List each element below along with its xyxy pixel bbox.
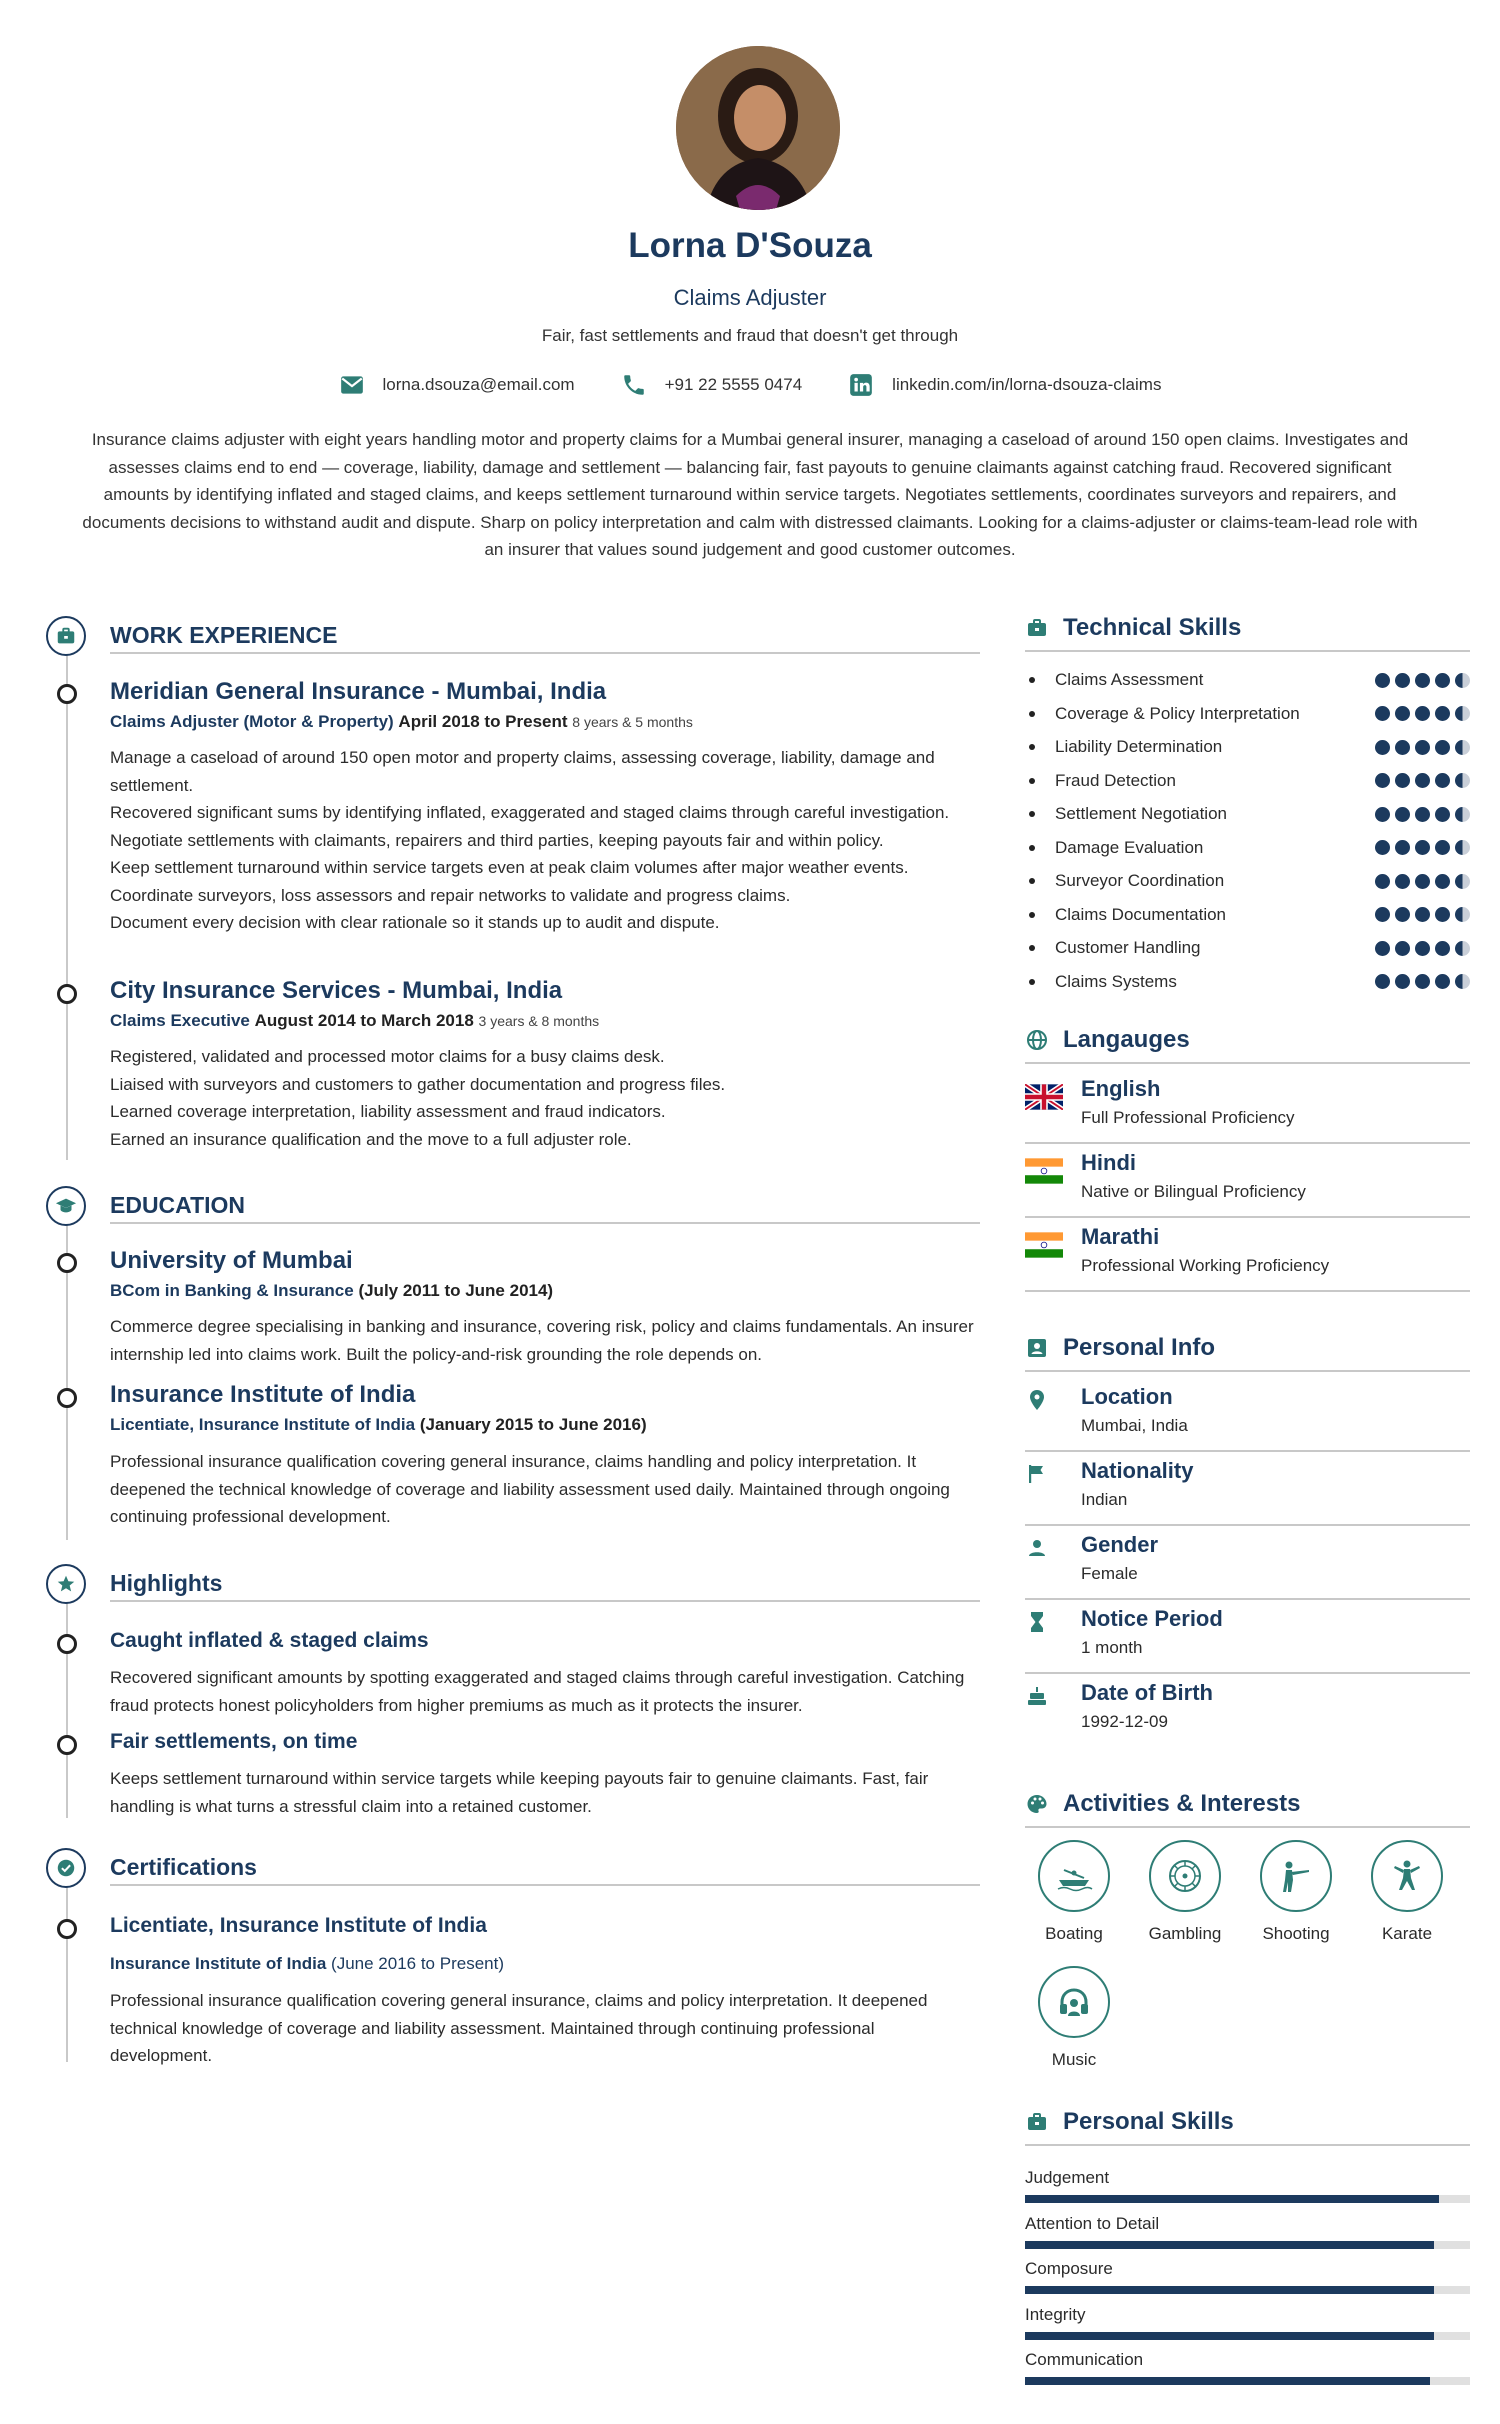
activity-item xyxy=(1019,1966,1129,2070)
info-label: Notice Period xyxy=(1081,1606,1223,1631)
rating-dot xyxy=(1415,941,1430,956)
rating-dot xyxy=(1375,874,1390,889)
list-item: Coordinate surveyors, loss assessors and repair networks to validate and progress claims. xyxy=(110,885,791,905)
email-text: lorna.dsouza@email.com xyxy=(382,375,575,394)
skill-rating xyxy=(1375,974,1470,989)
education-section-icon xyxy=(46,1186,86,1226)
language-rule xyxy=(1025,1216,1470,1218)
bullet-icon xyxy=(1029,778,1035,784)
language-rule xyxy=(1025,1142,1470,1144)
rating-dot xyxy=(1455,974,1470,989)
rating-dot xyxy=(1375,807,1390,822)
timeline-line xyxy=(66,1588,68,1818)
job-subtitle xyxy=(110,712,693,732)
certifications-heading: Certifications xyxy=(110,1854,257,1880)
candidate-name: Lorna D'Souza xyxy=(628,226,872,265)
rating-dot xyxy=(1455,673,1470,688)
bullet-icon xyxy=(1029,711,1035,717)
rating-dot xyxy=(1455,740,1470,755)
work-heading: WORK EXPERIENCE xyxy=(110,622,338,648)
skill-row xyxy=(1025,702,1470,726)
personal-skill-label: Attention to Detail xyxy=(1025,2213,1160,2233)
rating-dot xyxy=(1395,941,1410,956)
hourglass-icon xyxy=(1025,1610,1049,1634)
bullet-icon xyxy=(1029,845,1035,851)
skill-rating xyxy=(1375,706,1470,721)
rating-dot xyxy=(1375,974,1390,989)
education-degree: Licentiate, Insurance Institute of India xyxy=(110,1415,416,1434)
personal-skill-label: Judgement xyxy=(1025,2168,1110,2187)
rating-dot xyxy=(1415,874,1430,889)
timeline-dot xyxy=(57,1735,77,1755)
list-item: Document every decision with clear rationale so it stands up to audit and dispute. xyxy=(110,913,720,932)
skill-name: Claims Documentation xyxy=(1055,904,1227,924)
info-label: Date of Birth xyxy=(1081,1680,1213,1705)
rating-dot xyxy=(1455,907,1470,922)
personal-skill-label: Composure xyxy=(1025,2259,1113,2278)
contact-email[interactable] xyxy=(339,372,575,398)
skill-rating xyxy=(1375,740,1470,755)
activity-label: Shooting xyxy=(1262,1924,1330,1943)
education-school: Insurance Institute of India xyxy=(110,1381,416,1408)
skill-name: Surveyor Coordination xyxy=(1055,871,1225,890)
highlight-description: Recovered significant amounts by spotting exaggerated and staged claims through careful investigation. Catching fraud protects honest policyholders from higher premiums as much as it protects the insurer. xyxy=(110,1668,965,1715)
skill-rating xyxy=(1375,673,1470,688)
skill-bar-fill xyxy=(1025,2377,1430,2385)
rating-dot xyxy=(1375,907,1390,922)
rating-dot xyxy=(1435,974,1450,989)
personal-skill-label: Communication xyxy=(1025,2350,1144,2369)
info-rule xyxy=(1025,1672,1470,1674)
bullet-icon xyxy=(1029,811,1035,817)
palette-icon xyxy=(1025,1792,1049,1816)
rating-dot xyxy=(1395,840,1410,855)
rating-dot xyxy=(1435,941,1450,956)
rating-dot xyxy=(1435,874,1450,889)
skill-row xyxy=(1025,735,1470,759)
globe-icon xyxy=(1025,1028,1049,1052)
activity-label: Karate xyxy=(1381,1924,1433,1943)
rating-dot xyxy=(1375,673,1390,688)
personal-skill xyxy=(1025,2259,1470,2279)
skill-bar-track xyxy=(1025,2286,1470,2294)
personal-skill xyxy=(1025,2350,1470,2370)
personal-info-heading: Personal Info xyxy=(1063,1334,1216,1361)
language-level: Full Professional Proficiency xyxy=(1081,1108,1295,1127)
education-degree: BCom in Banking & Insurance xyxy=(110,1281,354,1300)
phone-icon xyxy=(621,372,647,398)
technical-skills-header xyxy=(1025,614,1241,642)
contact-linkedin[interactable] xyxy=(848,372,1161,398)
skill-bar-track xyxy=(1025,2377,1470,2385)
certification-title: Licentiate, Insurance Institute of India xyxy=(110,1914,487,1937)
rating-dot xyxy=(1435,840,1450,855)
language-name: Marathi xyxy=(1081,1224,1160,1249)
personal-skills-header xyxy=(1025,2108,1234,2136)
rating-dot xyxy=(1375,706,1390,721)
rating-dot xyxy=(1375,740,1390,755)
india-flag-icon xyxy=(1025,1232,1063,1258)
language-level: Native or Bilingual Proficiency xyxy=(1081,1182,1306,1201)
language-name: English xyxy=(1081,1076,1161,1101)
linkedin-icon xyxy=(848,372,874,398)
skill-row xyxy=(1025,970,1470,994)
rating-dot xyxy=(1455,773,1470,788)
bullet-icon xyxy=(1029,677,1035,683)
job-duration: 3 years & 8 months xyxy=(478,1013,600,1029)
education-dates: (July 2011 to June 2014) xyxy=(358,1281,554,1300)
personal-info-rule xyxy=(1025,1370,1470,1372)
rating-dot xyxy=(1395,974,1410,989)
activity-item xyxy=(1019,1840,1129,1944)
job-dates: April 2018 to Present xyxy=(398,712,568,731)
rating-dot xyxy=(1415,706,1430,721)
highlights-heading: Highlights xyxy=(110,1570,223,1596)
skill-name: Coverage & Policy Interpretation xyxy=(1055,703,1300,723)
info-rule xyxy=(1025,1450,1470,1452)
skill-bar-track xyxy=(1025,2332,1470,2340)
info-label: Gender xyxy=(1081,1532,1159,1557)
rating-dot xyxy=(1455,840,1470,855)
info-rule xyxy=(1025,1524,1470,1526)
activities-rule xyxy=(1025,1826,1470,1828)
tagline: Fair, fast settlements and fraud that doesn't get through xyxy=(541,326,959,345)
work-rule xyxy=(110,652,980,654)
boat-icon xyxy=(1054,1856,1094,1896)
email-icon xyxy=(339,372,365,398)
activities-header xyxy=(1025,1790,1300,1818)
job-dates: August 2014 to March 2018 xyxy=(254,1011,474,1030)
skill-rating xyxy=(1375,874,1470,889)
work-section-icon xyxy=(46,616,86,656)
rating-dot xyxy=(1455,941,1470,956)
skill-name: Damage Evaluation xyxy=(1055,837,1204,857)
rating-dot xyxy=(1435,773,1450,788)
bullet-icon xyxy=(1029,878,1035,884)
rating-dot xyxy=(1435,740,1450,755)
id-card-icon xyxy=(1025,1336,1049,1360)
skill-name: Settlement Negotiation xyxy=(1055,804,1227,823)
languages-heading: Langauges xyxy=(1063,1026,1190,1053)
education-subtitle xyxy=(110,1281,553,1301)
info-rule xyxy=(1025,1598,1470,1600)
education-dates: (January 2015 to June 2016) xyxy=(419,1415,647,1434)
languages-header xyxy=(1025,1026,1190,1054)
candidate-role: Claims Adjuster xyxy=(673,285,827,310)
rating-dot xyxy=(1395,807,1410,822)
technical-skills-rule xyxy=(1025,650,1470,652)
activity-item xyxy=(1352,1840,1462,1944)
personal-skill xyxy=(1025,2168,1470,2188)
rating-dot xyxy=(1395,773,1410,788)
flag-icon xyxy=(1025,1462,1049,1486)
activity-label: Gambling xyxy=(1148,1924,1222,1943)
timeline-line xyxy=(66,640,68,1160)
star-icon xyxy=(55,1573,77,1595)
list-item: Manage a caseload of around 150 open motor and property claims, assessing coverage, liability, damage and settlement. xyxy=(110,748,935,795)
list-item: Registered, validated and processed motor claims for a busy claims desk. xyxy=(110,1047,665,1066)
certifications-section-icon xyxy=(46,1848,86,1888)
education-heading: EDUCATION xyxy=(110,1192,246,1218)
highlight-title: Caught inflated & staged claims xyxy=(110,1629,429,1652)
list-item: Negotiate settlements with claimants, repairers and third parties, keeping payouts fair and within policy. xyxy=(110,830,884,850)
list-item: Learned coverage interpretation, liability assessment and fraud indicators. xyxy=(110,1102,666,1121)
person-icon xyxy=(1025,1536,1049,1560)
language-level: Professional Working Proficiency xyxy=(1081,1256,1330,1275)
rating-dot xyxy=(1455,874,1470,889)
timeline-dot xyxy=(57,1919,77,1939)
briefcase-icon xyxy=(55,625,77,647)
activity-label: Music xyxy=(1051,2050,1097,2069)
skill-name: Liability Determination xyxy=(1055,737,1223,756)
graduation-cap-icon xyxy=(55,1195,77,1217)
education-subtitle xyxy=(110,1415,647,1435)
contact-phone[interactable] xyxy=(621,372,803,398)
skill-row xyxy=(1025,836,1470,860)
rating-dot xyxy=(1415,673,1430,688)
certification-issuer: Insurance Institute of India xyxy=(110,1954,327,1973)
skill-name: Customer Handling xyxy=(1055,938,1201,957)
rating-dot xyxy=(1435,807,1450,822)
language-rule xyxy=(1025,1290,1470,1292)
skill-bar-track xyxy=(1025,2195,1470,2203)
info-value: 1 month xyxy=(1081,1638,1143,1657)
rating-dot xyxy=(1375,773,1390,788)
job-bullets xyxy=(110,1043,980,1153)
highlight-description: Keeps settlement turnaround within service targets while keeping payouts fair to genuine claimants. Fast, fair handling is what turns a stressful claim into a retained customer. xyxy=(110,1769,929,1816)
bullet-icon xyxy=(1029,979,1035,985)
highlights-section-icon xyxy=(46,1564,86,1604)
uk-flag-icon xyxy=(1025,1084,1063,1110)
list-item: Recovered significant sums by identifying inflated, exaggerated and staged claims through careful investigation. xyxy=(110,803,950,822)
rating-dot xyxy=(1415,740,1430,755)
personal-skills-heading: Personal Skills xyxy=(1063,2108,1234,2135)
rating-dot xyxy=(1415,807,1430,822)
certification-description: Professional insurance qualification covering general insurance, claims and policy interpretation. It deepened technical knowledge of coverage and liability assessment. Maintained through continuing professional development. xyxy=(110,1991,928,2065)
education-school: University of Mumbai xyxy=(110,1247,353,1274)
skill-rating xyxy=(1375,807,1470,822)
skill-row xyxy=(1025,903,1470,927)
briefcase-icon xyxy=(1025,2110,1049,2134)
rating-dot xyxy=(1395,740,1410,755)
rating-dot xyxy=(1375,941,1390,956)
language-name: Hindi xyxy=(1081,1150,1136,1175)
timeline-dot xyxy=(57,1388,77,1408)
rating-dot xyxy=(1415,840,1430,855)
languages-rule xyxy=(1025,1062,1470,1064)
bullet-icon xyxy=(1029,945,1035,951)
location-pin-icon xyxy=(1025,1388,1049,1412)
badge-check-icon xyxy=(55,1857,77,1879)
rating-dot xyxy=(1455,706,1470,721)
timeline-dot xyxy=(57,984,77,1004)
activity-label: Boating xyxy=(1045,1924,1103,1943)
rating-dot xyxy=(1435,673,1450,688)
list-item: Keep settlement turnaround within service targets even at peak claim volumes after major weather events. xyxy=(110,858,909,877)
personal-skills-rule xyxy=(1025,2144,1470,2146)
skill-bar-fill xyxy=(1025,2195,1439,2203)
education-description: Professional insurance qualification covering general insurance, claims handling and policy interpretation. It deepened the technical knowledge of coverage and liability assessment used daily. Maintained through ongoing continuing professional development. xyxy=(110,1452,950,1526)
list-item: Earned an insurance qualification and the move to a full adjuster role. xyxy=(110,1129,632,1149)
skill-row xyxy=(1025,869,1470,893)
info-label: Location xyxy=(1081,1384,1173,1409)
rating-dot xyxy=(1415,773,1430,788)
skill-bar-fill xyxy=(1025,2241,1434,2249)
activity-item xyxy=(1130,1840,1240,1944)
skill-rating xyxy=(1375,773,1470,788)
skill-row xyxy=(1025,802,1470,826)
linkedin-text: linkedin.com/in/lorna-dsouza-claims xyxy=(892,375,1162,394)
certifications-rule xyxy=(110,1884,980,1886)
rating-dot xyxy=(1435,907,1450,922)
activities-heading: Activities & Interests xyxy=(1063,1790,1301,1817)
info-value: Female xyxy=(1081,1564,1138,1583)
timeline-dot xyxy=(57,1253,77,1273)
skill-bar-fill xyxy=(1025,2332,1434,2340)
skill-rating xyxy=(1375,941,1470,956)
skill-bar-track xyxy=(1025,2241,1470,2249)
skill-rating xyxy=(1375,907,1470,922)
cake-icon xyxy=(1025,1684,1049,1708)
highlights-rule xyxy=(110,1600,980,1602)
rating-dot xyxy=(1395,706,1410,721)
certification-dates: (June 2016 to Present) xyxy=(331,1954,504,1973)
contact-bar xyxy=(0,372,1500,398)
headphones-icon xyxy=(1054,1982,1094,2022)
phone-text: +91 22 5555 0474 xyxy=(664,375,803,394)
personal-skill xyxy=(1025,2305,1470,2325)
info-value: 1992-12-09 xyxy=(1081,1712,1168,1731)
skill-bar-fill xyxy=(1025,2286,1434,2294)
skill-row xyxy=(1025,769,1470,793)
personal-skill xyxy=(1025,2214,1470,2234)
activity-item xyxy=(1241,1840,1351,1944)
personal-skill-label: Integrity xyxy=(1025,2304,1086,2324)
rating-dot xyxy=(1415,907,1430,922)
roulette-icon xyxy=(1165,1856,1205,1896)
highlight-title: Fair settlements, on time xyxy=(110,1730,358,1753)
job-subtitle xyxy=(110,1011,599,1031)
personal-info-header xyxy=(1025,1334,1215,1362)
certification-subtitle xyxy=(110,1954,504,1974)
skill-row xyxy=(1025,668,1470,692)
rating-dot xyxy=(1415,974,1430,989)
technical-skills-heading: Technical Skills xyxy=(1063,614,1242,641)
info-value: Mumbai, India xyxy=(1081,1416,1188,1435)
job-duration: 8 years & 5 months xyxy=(572,714,693,730)
bullet-icon xyxy=(1029,912,1035,918)
list-item: Liaised with surveyors and customers to gather documentation and progress files. xyxy=(110,1074,726,1094)
shooter-icon xyxy=(1276,1856,1316,1896)
skill-rating xyxy=(1375,840,1470,855)
job-position: Claims Executive xyxy=(110,1011,250,1030)
job-title: Meridian General Insurance - Mumbai, India xyxy=(110,678,607,705)
timeline-line xyxy=(66,1872,68,2062)
job-title: City Insurance Services - Mumbai, India xyxy=(110,977,563,1004)
job-bullets xyxy=(110,744,980,937)
education-description: Commerce degree specialising in banking and insurance, covering risk, policy and claims fundamentals. An insurer internship led into claims work. Built the policy-and-risk grounding the role depends on. xyxy=(110,1317,974,1364)
rating-dot xyxy=(1455,807,1470,822)
profile-photo xyxy=(676,46,840,210)
skill-row xyxy=(1025,936,1470,960)
india-flag-icon xyxy=(1025,1158,1063,1184)
timeline-dot xyxy=(57,1634,77,1654)
education-rule xyxy=(110,1222,980,1224)
rating-dot xyxy=(1435,706,1450,721)
job-position: Claims Adjuster (Motor & Property) xyxy=(110,712,394,731)
rating-dot xyxy=(1395,673,1410,688)
info-label: Nationality xyxy=(1081,1458,1194,1483)
rating-dot xyxy=(1395,874,1410,889)
skill-name: Claims Assessment xyxy=(1055,670,1204,689)
profile-summary: Insurance claims adjuster with eight years handling motor and property claims for a Mumbai general insurer, managing a caseload of around 150 open claims. Investigates and assesses claims end to end — coverage, liability, damage and settlement — balancing fair, fast payouts to genuine claimants against catching fraud. Recovered significant amounts by identifying inflated and staged claims, and keeps settlement turnaround within service targets. Negotiates settlements, coordinates surveyors and repairers, and documents decisions to withstand audit and dispute. Sharp on policy interpretation and calm with distressed claimants. Looking for a claims-adjuster or claims-team-lead role with an insurer that values sound judgement and good customer outcomes. xyxy=(82,430,1418,559)
rating-dot xyxy=(1375,840,1390,855)
rating-dot xyxy=(1395,907,1410,922)
skill-name: Fraud Detection xyxy=(1055,770,1176,790)
karate-icon xyxy=(1387,1856,1427,1896)
info-value: Indian xyxy=(1081,1490,1128,1509)
bullet-icon xyxy=(1029,744,1035,750)
skill-name: Claims Systems xyxy=(1055,971,1177,991)
timeline-dot xyxy=(57,684,77,704)
briefcase-icon xyxy=(1025,616,1049,640)
